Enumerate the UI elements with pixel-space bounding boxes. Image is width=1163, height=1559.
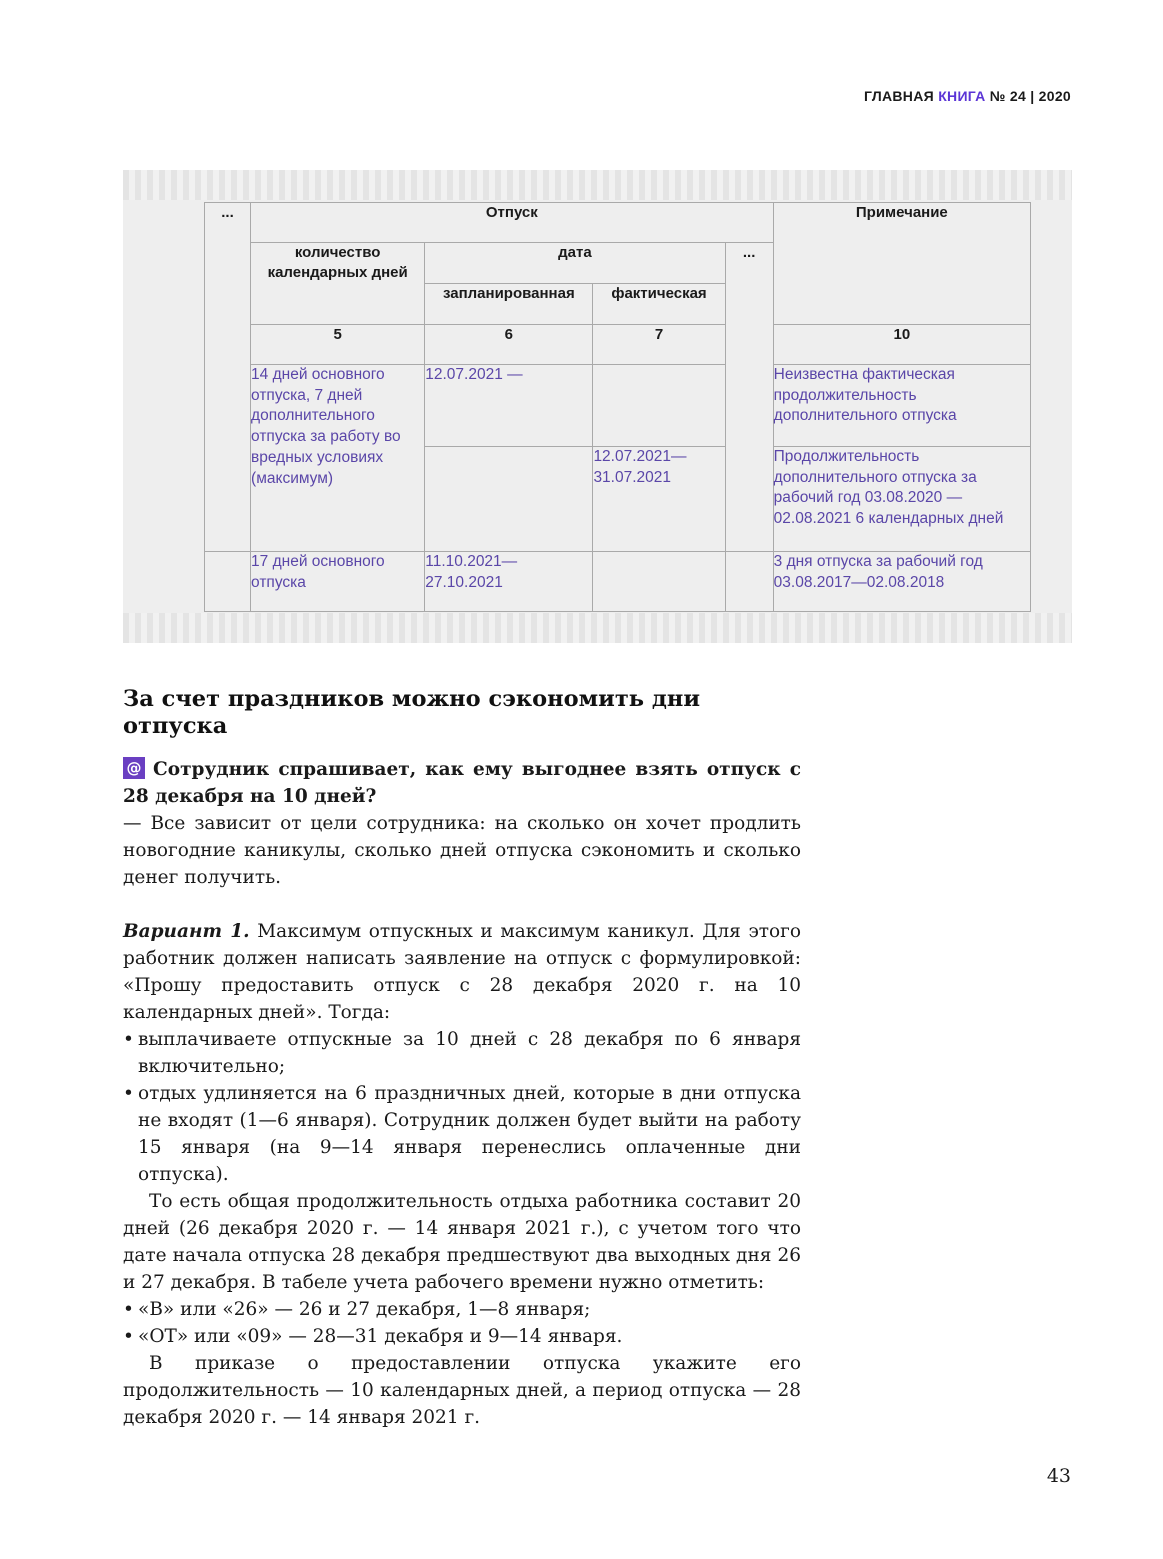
page-number: 43 [1046, 1465, 1071, 1487]
cell-note-row1: Неизвестна фактическая продолжительность дополнительного отпуска [773, 365, 1030, 447]
question-text: Сотрудник спрашивает, как ему выгоднее взять отпуск с 28 декабря на 10 дней? [123, 759, 801, 807]
panel-edge-bottom [123, 613, 1072, 643]
running-header [864, 88, 1071, 104]
col-number: 6 [425, 325, 593, 365]
header-vacation: Отпуск [251, 203, 774, 243]
cell-actual-row2: 12.07.2021— 31.07.2021 [593, 447, 725, 552]
variant-text: Максимум отпускных и максимум каникул. Для этого работник должен написать заявление на отпуск с формулировкой: «Прошу предоставить отпуск с 28 декабря 2020 г. на 10 календарных дней». Тогда: [123, 921, 802, 1023]
cell-actual-row1 [593, 365, 725, 447]
list-item: • «В» или «26» — 26 и 27 декабря, 1—8 января; [123, 1296, 801, 1323]
table-ellipsis-middle-continued [725, 552, 773, 612]
vacation-schedule-table [204, 202, 1031, 612]
bullet-list-payments [123, 1026, 801, 1188]
bullet-list-timesheet [123, 1296, 801, 1350]
section-heading: За счет праздников можно сэкономить дни отпуска [123, 686, 701, 739]
cell-days-row3: 17 дней основного отпуска [251, 552, 425, 612]
answer-paragraph: — Все зависит от цели сотрудника: на сколько он хочет продлить новогодние каникулы, сколько дней отпуска сэкономить и сколько денег получить. [123, 813, 801, 888]
order-paragraph: В приказе о предоставлении отпуска укажите его продолжительность — 10 календарных дней, а период отпуска — 28 декабря 2020 г. — 14 января 2021 г. [123, 1353, 801, 1428]
cell-planned-row1: 12.07.2021 — [425, 365, 593, 447]
cell-actual-row3 [593, 552, 725, 612]
panel-edge-top [123, 170, 1072, 200]
variant-label: Вариант 1. [123, 921, 250, 942]
header-magazine-title: ГЛАВНАЯ [863, 88, 934, 104]
at-sign-icon: @ [123, 757, 145, 779]
col-number: 10 [773, 325, 1030, 365]
header-days: количество календарных дней [251, 243, 425, 325]
cell-days-row1: 14 дней основного отпуска, 7 дней дополнительного отпуска за работу во вредных условиях (максимум) [251, 365, 425, 552]
cell-note-row2: Продолжительность дополнительного отпуска за рабочий год 03.08.2020 — 02.08.2021 6 календарных дней [773, 447, 1030, 552]
table-ellipsis-left: ... [205, 203, 251, 552]
variant-paragraph [123, 918, 801, 1026]
col-number: 5 [251, 325, 425, 365]
header-actual: фактическая [593, 284, 725, 325]
list-item: • «ОТ» или «09» — 28—31 декабря и 9—14 января. [123, 1323, 801, 1350]
header-date: дата [425, 243, 725, 284]
header-issue: № 24 | 2020 [989, 88, 1071, 104]
summary-paragraph: То есть общая продолжительность отдыха работника составит 20 дней (26 декабря 2020 г. — 14 января 2021 г.), с учетом того что дате начала отпуска 28 декабря предшествуют два выходных дня 26 и 27 декабря. В табеле учета рабочего времени нужно отметить: [123, 1191, 801, 1293]
header-note: Примечание [773, 203, 1030, 325]
table-ellipsis-middle: ... [725, 243, 773, 552]
list-item: • отдых удлиняется на 6 праздничных дней, которые в дни отпуска не входят (1—6 января). Сотрудник должен будет выйти на работу 15 января (на 9—14 января перенеслись оплаченные дни отпуска). [123, 1080, 801, 1188]
header-magazine-title-accent: КНИГА [938, 88, 986, 104]
article-body [123, 686, 801, 1431]
question-paragraph [123, 756, 801, 810]
header-planned: запланированная [425, 284, 593, 325]
cell-planned-row3: 11.10.2021— 27.10.2021 [425, 552, 593, 612]
table-ellipsis-left-continued [205, 552, 251, 612]
cell-note-row3: 3 дня отпуска за рабочий год 03.08.2017—02.08.2018 [773, 552, 1030, 612]
cell-planned-row2 [425, 447, 593, 552]
table-panel [123, 170, 1072, 643]
col-number: 7 [593, 325, 725, 365]
list-item: • выплачиваете отпускные за 10 дней с 28 декабря по 6 января включительно; [123, 1026, 801, 1080]
